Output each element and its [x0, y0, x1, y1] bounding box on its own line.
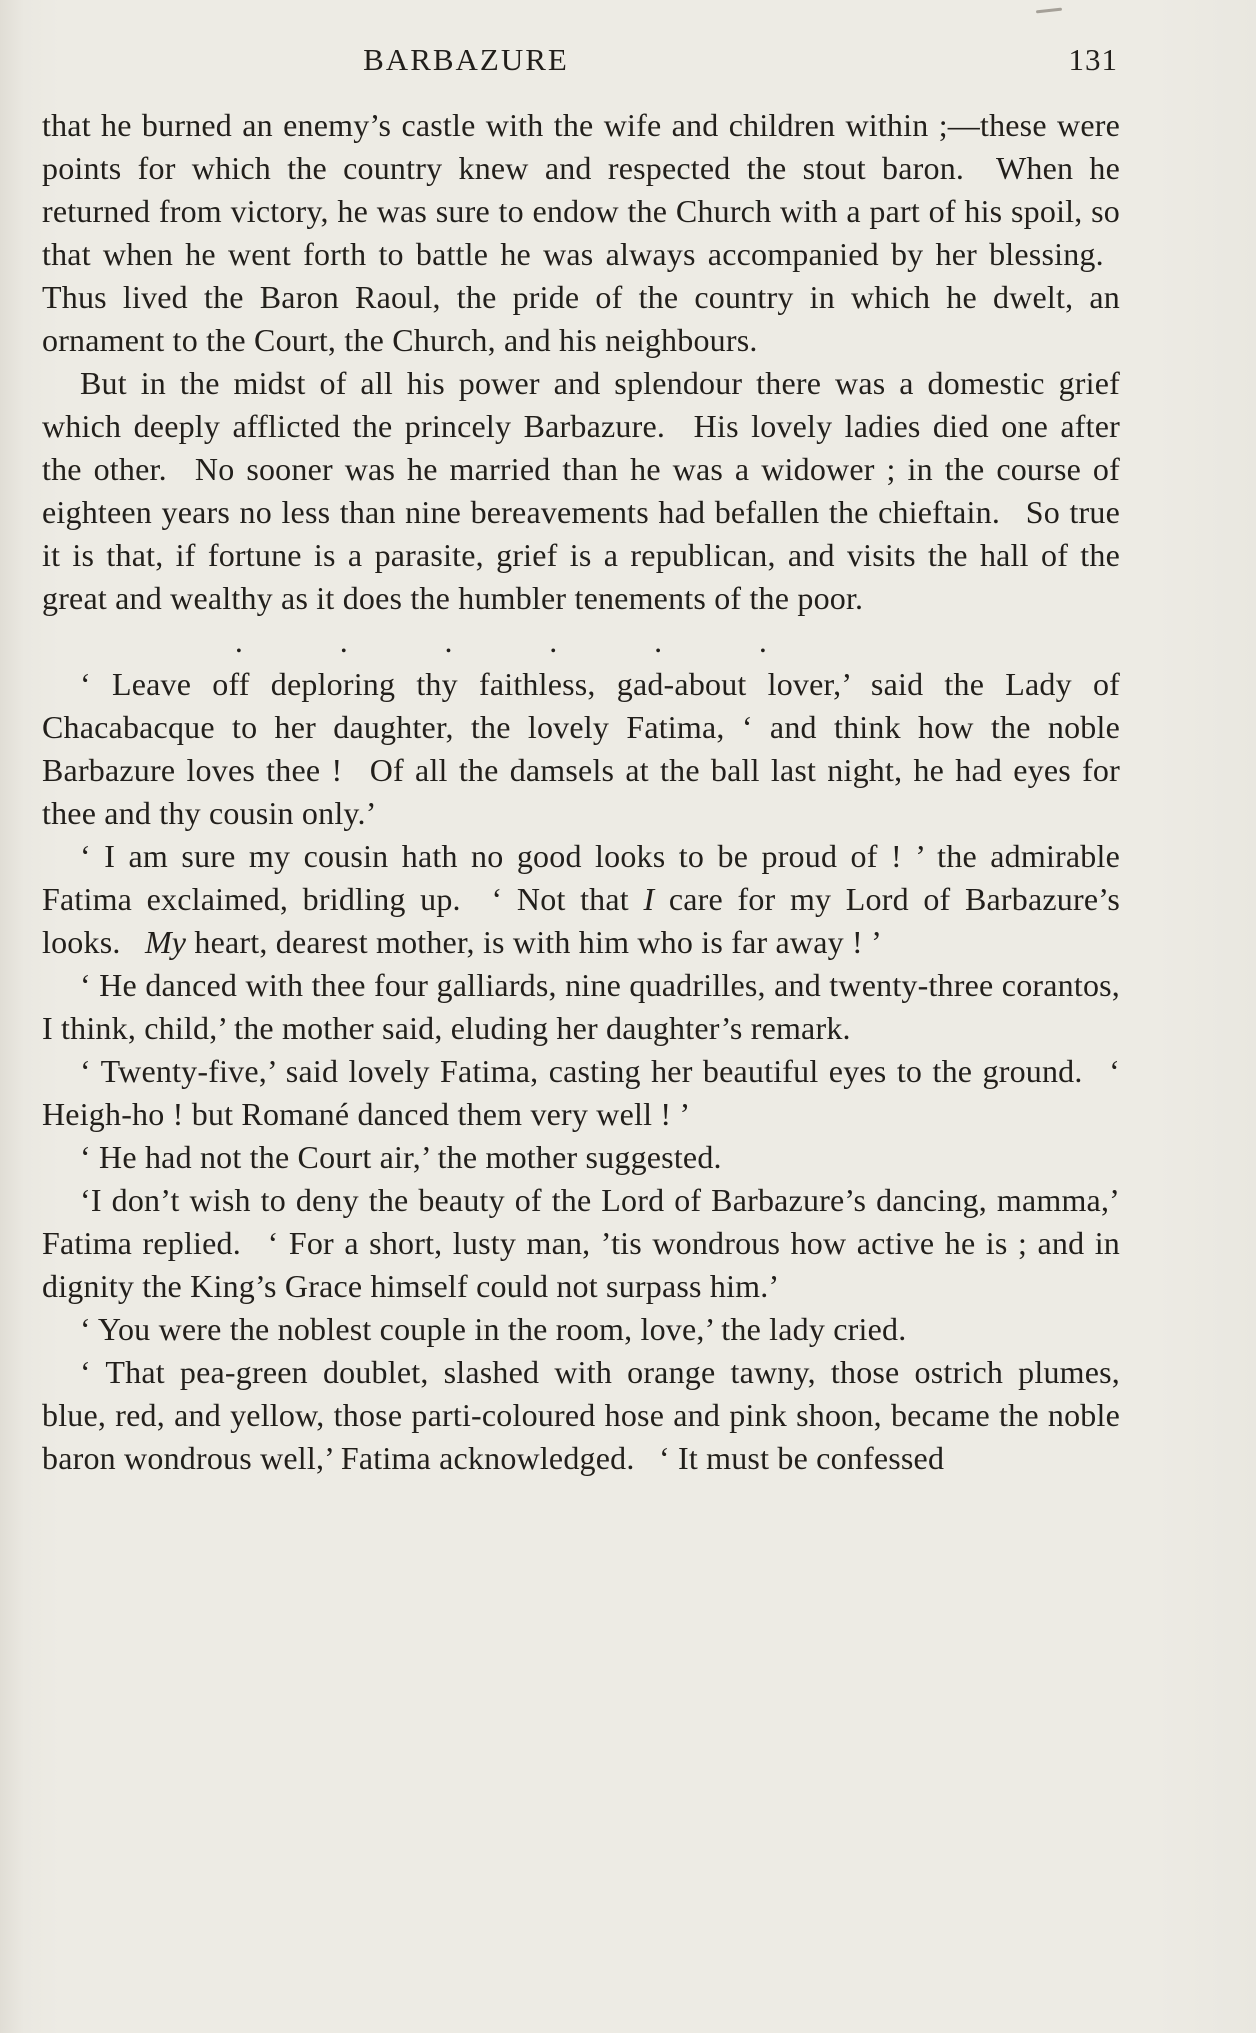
text-run: ‘ He danced with thee four galliards, nine quadrilles, and twenty-three corantos, I think, child,’ the mother said, eluding her daughter’s remark.: [42, 967, 1120, 1046]
paragraph: [42, 1136, 1120, 1179]
pencil-mark-artifact: [1036, 8, 1062, 14]
paragraph: [42, 964, 1120, 1050]
text-run: ‘ He had not the Court air,’ the mother suggested.: [80, 1139, 722, 1175]
paragraph: [42, 1179, 1120, 1308]
text-body: [42, 104, 1120, 1480]
page-number: 131: [1068, 42, 1118, 77]
text-run: My: [144, 924, 187, 960]
text-run: heart, dearest mother, is with him who is far away ! ’: [186, 924, 882, 960]
paragraph: [42, 835, 1120, 964]
text-run: But in the midst of all his power and splendour there was a domestic grief which deeply afflicted the princely Barbazure. His lovely ladies died one after the other. No sooner was he married than he was a widower ; in the course of eighteen years no less than nine bereavements had befallen the chieftain. So true it is that, if fortune is a parasite, grief is a republican, and visits the hall of the great and wealthy as it does the humbler tenements of the poor.: [42, 365, 1120, 616]
text-run: I: [643, 881, 655, 917]
text-run: ‘ Leave off deploring thy faithless, gad-about lover,’ said the Lady of Chacabacque to her daughter, the lovely Fatima, ‘ and think how the noble Barbazure loves thee ! Of all the damsels at the ball last night, he had eyes for thee and thy cousin only.’: [42, 666, 1120, 831]
paragraph: [42, 1308, 1120, 1351]
text-run: ‘ Twenty-five,’ said lovely Fatima, casting her beautiful eyes to the ground. ‘ Heigh-ho ! but Romané danced them very well ! ’: [42, 1053, 1120, 1132]
paragraph: [42, 104, 1120, 362]
paragraph: [42, 362, 1120, 620]
paragraph: [42, 1351, 1120, 1480]
running-head: BARBAZURE: [363, 42, 569, 77]
section-separator: . . . . . .: [234, 623, 768, 659]
text-run: ‘ I am sure my cousin hath no good looks to be proud of ! ’ the admirable Fatima exclaimed, bridling up. ‘ Not that: [42, 838, 1120, 917]
page-header: [42, 42, 1120, 90]
page-content: [42, 42, 1120, 1480]
paragraph: [42, 1050, 1120, 1136]
text-run: that he burned an enemy’s castle with the wife and children within ;—these were points for which the country knew and respected the stout baron. When he returned from victory, he was sure to endow the Church with a part of his spoil, so that when he went forth to battle he was always accompanied by her blessing. Thus lived the Baron Raoul, the pride of the country in which he dwelt, an ornament to the Court, the Church, and his neighbours.: [42, 107, 1120, 358]
text-run: care for my Lord of Barbazure’s looks.: [42, 881, 1120, 960]
text-run: ‘I don’t wish to deny the beauty of the Lord of Barbazure’s dancing, mamma,’ Fatima replied. ‘ For a short, lusty man, ’tis wondrous how active he is ; and in dignity the King’s Grace himself could not surpass him.’: [42, 1182, 1120, 1304]
text-run: ‘ You were the noblest couple in the room, love,’ the lady cried.: [80, 1311, 907, 1347]
text-run: ‘ That pea-green doublet, slashed with orange tawny, those ostrich plumes, blue, red, and yellow, those parti-coloured hose and pink shoon, became the noble baron wondrous well,’ Fatima acknowledged. ‘ It must be confessed: [42, 1354, 1120, 1476]
paragraph: [42, 663, 1120, 835]
